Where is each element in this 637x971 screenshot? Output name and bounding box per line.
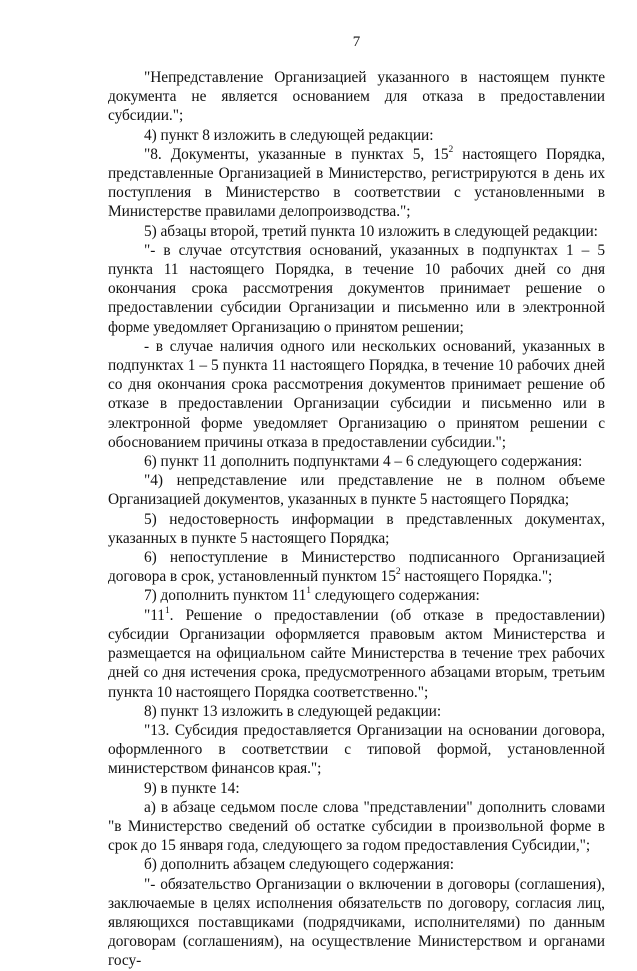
paragraph-4: 5) абзацы второй, третий пункта 10 изложить в следующей редакции: xyxy=(144,222,598,240)
paragraph-17: б) дополнить абзацем следующего содержания: xyxy=(144,856,454,874)
paragraph-18: "- обязательство Организации о включении в договоры (соглашения), заключаемые в целях исполнения обязательств по договору, согласия лиц, являющихся поставщиками (подрядчиками, исполнителями) по данным договорам (соглашениям), на осуществление Министерством и органами госу- xyxy=(108,875,605,970)
paragraph-12: "$11^1$. Решение о предоставлении (об отказе в предоставлении) субсидии Организации оформляется правовым актом Министерства и размещается на официальном сайте Министерства в течение трех рабочих дней со дня истечения срока, предусмотренного абзацами вторым, третьим пункта 10 настоящего Порядка соответственно."; xyxy=(108,605,605,701)
page-number: 7 xyxy=(352,34,361,50)
paragraph-14: "13. Субсидия предоставляется Организации на основании договора, оформленного в соответствии с типовой формой, установленной министерством финансов края."; xyxy=(108,721,605,778)
paragraph-7: 6) пункт 11 дополнить подпунктами 4 – 6 следующего содержания: xyxy=(144,453,583,471)
paragraph-15: 9) в пункте 14: xyxy=(144,779,240,797)
paragraph-11: 7) дополнить пунктом $11^1$ следующего содержания: xyxy=(144,586,480,605)
paragraph-6: - в случае наличия одного или нескольких оснований, указанных в подпунктах 1 – 5 пункта 11 настоящего Порядка, в течение 10 рабочих дней со дня окончания срока рассмотрения документов принимает решение об отказе в предоставлении Организации субсидии и письменно или в электронной форме уведомляет Организацию о принятом решении с обоснованием причины отказа в предоставлении субсидии."; xyxy=(108,337,605,451)
paragraph-1: "Непредставление Организацией указанного в настоящем пункте документа не является основанием для отказа в предоставлении субсидии."; xyxy=(108,69,605,125)
paragraph-2: 4) пункт 8 изложить в следующей редакции: xyxy=(144,126,434,144)
paragraph-8: "4) непредставление или представление не в полном объеме Организацией документов, указанных в пункте 5 настоящего Порядка; xyxy=(108,472,605,509)
paragraph-16: а) в абзаце седьмом после слова "представлении" дополнить словами "в Министерство сведений об остатке субсидии в произвольной форме в срок до 15 января года, следующего за годом предоставления Субсидии,"; xyxy=(108,798,605,855)
paragraph-3: "8. Документы, указанные в пунктах 5, $15^2$ настоящего Порядка, представленные Организацией в Министерство, регистрируются в день их поступления в Министерство в соответствии с установленными в Министерстве правилами делопроизводства."; xyxy=(108,144,605,221)
paragraph-10: 6) непоступление в Министерство подписанного Организацией договора в срок, установленный пунктом $15^2$ настоящего Порядка."; xyxy=(108,549,605,586)
paragraph-13: 8) пункт 13 изложить в следующей редакции: xyxy=(144,702,442,720)
paragraph-9: 5) недостоверность информации в представленных документах, указанных в пункте 5 настоящего Порядка; xyxy=(108,510,605,547)
paragraph-5: "- в случае отсутствия оснований, указанных в подпунктах 1 – 5 пункта 11 настоящего Порядка, в течение 10 рабочих дней со дня окончания срока рассмотрения документов принимает решение о предоставлении субсидии Организации и письменно или в электронной форме уведомляет Организацию о принятом решении; xyxy=(108,241,605,336)
